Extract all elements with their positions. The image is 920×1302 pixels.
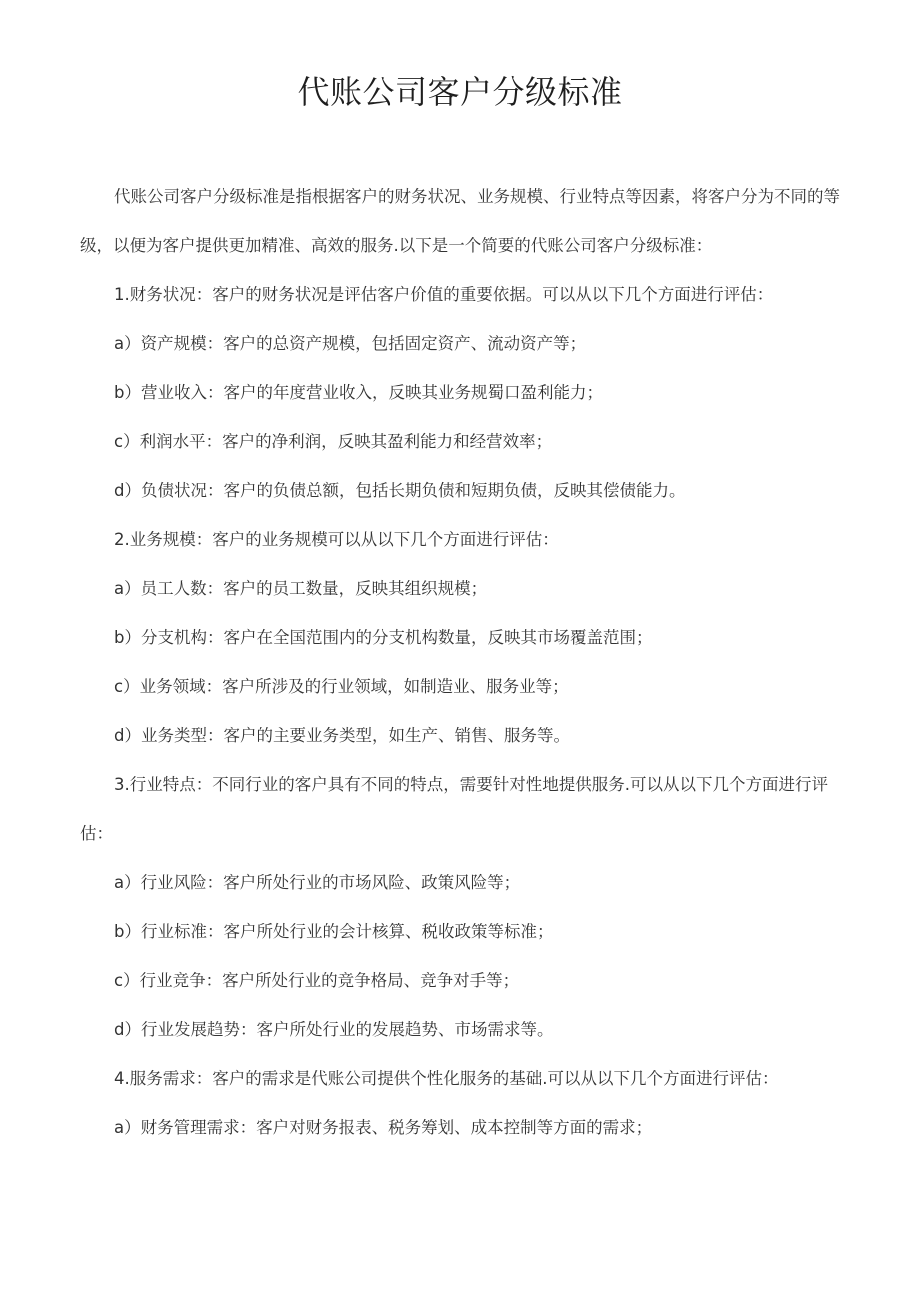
list-item: a）资产规模：客户的总资产规模，包括固定资产、流动资产等； <box>114 334 587 353</box>
list-item: d）行业发展趋势：客户所处行业的发展趋势、市场需求等。 <box>114 1020 554 1039</box>
list-item: a）财务管理需求：客户对财务报表、税务筹划、成本控制等方面的需求； <box>114 1118 653 1137</box>
document-body <box>80 172 845 1152</box>
section-financial-status: 1.财务状况：客户的财务状况是评估客户价值的重要依据。可以从以下几个方面进行评估： <box>114 285 774 304</box>
list-item: a）员工人数：客户的员工数量，反映其组织规模； <box>114 579 488 598</box>
section-service-needs: 4.服务需求：客户的需求是代账公司提供个性化服务的基础.可以从以下几个方面进行评估： <box>114 1069 779 1088</box>
section-business-scale: 2.业务规模：客户的业务规模可以从以下几个方面进行评估： <box>114 530 559 549</box>
document-title: 代账公司客户分级标准 <box>297 73 623 111</box>
list-item: c）业务领域：客户所涉及的行业领域，如制造业、服务业等； <box>114 677 569 696</box>
list-item: b）营业收入：客户的年度营业收入，反映其业务规蜀口盈利能力； <box>114 383 603 402</box>
list-item: d）负债状况：客户的负债总额，包括长期负债和短期负债，反映其偿债能力。 <box>114 481 686 500</box>
paragraph-intro: 代账公司客户分级标准是指根据客户的财务状况、业务规模、行业特点等因素，将客户分为不同的等级，以便为客户提供更加精准、高效的服务.以下是一个简要的代账公司客户分级标准： <box>80 187 840 255</box>
list-item: a）行业风险：客户所处行业的市场风险、政策风险等； <box>114 873 521 892</box>
list-item: b）行业标准：客户所处行业的会计核算、税收政策等标准； <box>114 922 554 941</box>
list-item: c）利润水平：客户的净利润，反映其盈利能力和经营效率； <box>114 432 553 451</box>
list-item: d）业务类型：客户的主要业务类型，如生产、销售、服务等。 <box>114 726 570 745</box>
list-item: b）分支机构：客户在全国范围内的分支机构数量，反映其市场覆盖范围； <box>114 628 653 647</box>
list-item: c）行业竞争：客户所处行业的竞争格局、竞争对手等； <box>114 971 520 990</box>
section-industry-features: 3.行业特点：不同行业的客户具有不同的特点，需要针对性地提供服务.可以从以下几个方面进行评估： <box>80 775 828 843</box>
